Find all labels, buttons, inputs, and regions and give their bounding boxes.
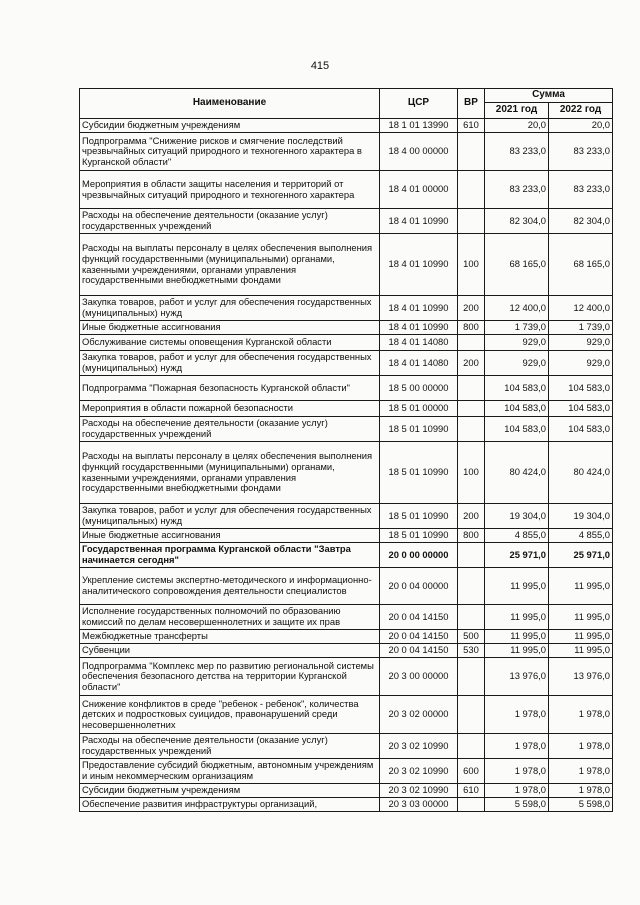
row-sum-2021-cell: 25 971,0: [485, 543, 549, 568]
row-csr-cell: 18 4 01 10990: [380, 321, 458, 335]
table-row: [80, 296, 613, 321]
row-csr-cell: 20 0 04 14150: [380, 605, 458, 630]
row-csr-cell: 20 3 02 10990: [380, 784, 458, 798]
row-sum-2022-cell: 1 978,0: [549, 734, 613, 759]
row-sum-2021-cell: 12 400,0: [485, 296, 549, 321]
budget-table: [79, 88, 613, 812]
table-row: [80, 209, 613, 234]
row-sum-2021-cell: 83 233,0: [485, 171, 549, 209]
row-vr-cell: 610: [458, 119, 485, 133]
row-sum-2022-cell: 929,0: [549, 335, 613, 351]
row-csr-cell: 20 3 02 10990: [380, 759, 458, 784]
row-sum-2022-cell: 1 739,0: [549, 321, 613, 335]
row-sum-2022-cell: 82 304,0: [549, 209, 613, 234]
row-csr-cell: 18 4 01 10990: [380, 296, 458, 321]
row-vr-cell: [458, 658, 485, 696]
row-name-cell: Расходы на выплаты персоналу в целях обеспечения выполнения функций государственными (муниципальными) органами, казенными учреждениями, органами управления государственными внебюджетными фондами: [80, 442, 380, 504]
row-sum-2022-cell: 11 995,0: [549, 605, 613, 630]
row-name-cell: Исполнение государственных полномочий по образованию комиссий по делам несовершеннолетних и защите их прав: [80, 605, 380, 630]
row-csr-cell: 20 3 00 00000: [380, 658, 458, 696]
row-vr-cell: [458, 696, 485, 734]
row-vr-cell: [458, 798, 485, 812]
table-row: [80, 784, 613, 798]
row-sum-2021-cell: 104 583,0: [485, 417, 549, 442]
row-csr-cell: 18 4 00 00000: [380, 133, 458, 171]
table-row: [80, 171, 613, 209]
row-sum-2022-cell: 13 976,0: [549, 658, 613, 696]
row-csr-cell: 20 0 04 00000: [380, 568, 458, 605]
row-csr-cell: 18 1 01 13990: [380, 119, 458, 133]
row-sum-2021-cell: 20,0: [485, 119, 549, 133]
table-row: [80, 734, 613, 759]
header-year-2022: 2022 год: [549, 103, 613, 119]
row-name-cell: Государственная программа Курганской области "Завтра начинается сегодня": [80, 543, 380, 568]
row-sum-2022-cell: 25 971,0: [549, 543, 613, 568]
row-vr-cell: [458, 543, 485, 568]
row-vr-cell: [458, 133, 485, 171]
row-csr-cell: 18 4 01 14080: [380, 351, 458, 376]
row-sum-2021-cell: 929,0: [485, 351, 549, 376]
table-row: [80, 504, 613, 529]
row-name-cell: Субсидии бюджетным учреждениям: [80, 784, 380, 798]
row-vr-cell: 100: [458, 442, 485, 504]
row-sum-2021-cell: 1 978,0: [485, 734, 549, 759]
table-row: [80, 321, 613, 335]
table-row: [80, 630, 613, 644]
row-name-cell: Закупка товаров, работ и услуг для обеспечения государственных (муниципальных) нужд: [80, 296, 380, 321]
row-sum-2021-cell: 11 995,0: [485, 568, 549, 605]
table-row: [80, 605, 613, 630]
row-csr-cell: 20 0 00 00000: [380, 543, 458, 568]
row-sum-2021-cell: 104 583,0: [485, 401, 549, 417]
row-csr-cell: 18 4 01 10990: [380, 234, 458, 296]
row-name-cell: Обслуживание системы оповещения Курганской области: [80, 335, 380, 351]
row-sum-2021-cell: 19 304,0: [485, 504, 549, 529]
row-sum-2022-cell: 80 424,0: [549, 442, 613, 504]
row-sum-2022-cell: 104 583,0: [549, 417, 613, 442]
row-name-cell: Мероприятия в области пожарной безопасности: [80, 401, 380, 417]
row-sum-2022-cell: 11 995,0: [549, 644, 613, 658]
row-csr-cell: 18 5 01 10990: [380, 504, 458, 529]
row-sum-2021-cell: 1 739,0: [485, 321, 549, 335]
row-sum-2021-cell: 13 976,0: [485, 658, 549, 696]
row-csr-cell: 20 0 04 14150: [380, 644, 458, 658]
table-row: [80, 335, 613, 351]
row-sum-2022-cell: 5 598,0: [549, 798, 613, 812]
row-sum-2021-cell: 1 978,0: [485, 696, 549, 734]
row-name-cell: Обеспечение развития инфраструктуры организаций,: [80, 798, 380, 812]
row-name-cell: Иные бюджетные ассигнования: [80, 529, 380, 543]
row-sum-2022-cell: 11 995,0: [549, 568, 613, 605]
row-vr-cell: [458, 605, 485, 630]
row-vr-cell: 500: [458, 630, 485, 644]
row-csr-cell: 20 0 04 14150: [380, 630, 458, 644]
row-sum-2022-cell: 4 855,0: [549, 529, 613, 543]
table-row: [80, 568, 613, 605]
row-csr-cell: 18 5 01 00000: [380, 401, 458, 417]
row-sum-2021-cell: 11 995,0: [485, 630, 549, 644]
row-csr-cell: 18 5 01 10990: [380, 417, 458, 442]
row-name-cell: Снижение конфликтов в среде "ребенок - ребенок", количества детских и подростковых суицидов, правонарушений среди несовершеннолетних: [80, 696, 380, 734]
row-csr-cell: 18 4 01 00000: [380, 171, 458, 209]
row-vr-cell: [458, 401, 485, 417]
page-number: 415: [310, 60, 330, 72]
table-row: [80, 234, 613, 296]
row-sum-2022-cell: 104 583,0: [549, 376, 613, 401]
row-sum-2021-cell: 11 995,0: [485, 605, 549, 630]
row-sum-2021-cell: 5 598,0: [485, 798, 549, 812]
row-vr-cell: 200: [458, 296, 485, 321]
table-row: [80, 543, 613, 568]
table-row: [80, 133, 613, 171]
row-name-cell: Расходы на выплаты персоналу в целях обеспечения выполнения функций государственными (муниципальными) органами, казенными учреждениями, органами управления государственными внебюджетными фондами: [80, 234, 380, 296]
row-sum-2021-cell: 4 855,0: [485, 529, 549, 543]
row-sum-2021-cell: 83 233,0: [485, 133, 549, 171]
row-name-cell: Предоставление субсидий бюджетным, автономным учреждениям и иным некоммерческим организациям: [80, 759, 380, 784]
header-vr: ВР: [458, 89, 485, 119]
row-name-cell: Укрепление системы экспертно-методического и информационно-аналитического сопровождения деятельности специалистов: [80, 568, 380, 605]
row-vr-cell: 200: [458, 351, 485, 376]
row-vr-cell: 800: [458, 321, 485, 335]
table-row: [80, 376, 613, 401]
row-sum-2021-cell: 11 995,0: [485, 644, 549, 658]
row-vr-cell: [458, 335, 485, 351]
row-name-cell: Подпрограмма "Комплекс мер по развитию региональной системы обеспечения безопасного детства на территории Курганской области": [80, 658, 380, 696]
table-row: [80, 658, 613, 696]
table-row: [80, 644, 613, 658]
row-sum-2022-cell: 1 978,0: [549, 696, 613, 734]
row-name-cell: Подпрограмма "Пожарная безопасность Курганской области": [80, 376, 380, 401]
row-csr-cell: 20 3 02 00000: [380, 696, 458, 734]
table-row: [80, 417, 613, 442]
table-row: [80, 401, 613, 417]
row-name-cell: Мероприятия в области защиты населения и территорий от чрезвычайных ситуаций природного и техногенного характера: [80, 171, 380, 209]
row-vr-cell: 600: [458, 759, 485, 784]
row-sum-2021-cell: 104 583,0: [485, 376, 549, 401]
header-csr: ЦСР: [380, 89, 458, 119]
row-csr-cell: 18 5 00 00000: [380, 376, 458, 401]
row-sum-2022-cell: 1 978,0: [549, 759, 613, 784]
table-row: [80, 119, 613, 133]
row-vr-cell: 100: [458, 234, 485, 296]
row-name-cell: Закупка товаров, работ и услуг для обеспечения государственных (муниципальных) нужд: [80, 351, 380, 376]
table-row: [80, 759, 613, 784]
row-name-cell: Субсидии бюджетным учреждениям: [80, 119, 380, 133]
row-vr-cell: [458, 376, 485, 401]
row-csr-cell: 18 4 01 14080: [380, 335, 458, 351]
row-name-cell: Межбюджетные трансферты: [80, 630, 380, 644]
row-sum-2022-cell: 83 233,0: [549, 133, 613, 171]
header-name: Наименование: [80, 89, 380, 119]
row-sum-2021-cell: 1 978,0: [485, 784, 549, 798]
row-sum-2021-cell: 68 165,0: [485, 234, 549, 296]
row-csr-cell: 18 4 01 10990: [380, 209, 458, 234]
table-row: [80, 529, 613, 543]
row-vr-cell: [458, 734, 485, 759]
row-vr-cell: 800: [458, 529, 485, 543]
row-vr-cell: [458, 171, 485, 209]
row-sum-2022-cell: 12 400,0: [549, 296, 613, 321]
row-name-cell: Подпрограмма "Снижение рисков и смягчение последствий чрезвычайных ситуаций природного и техногенного характера в Курганской области": [80, 133, 380, 171]
header-year-2021: 2021 год: [485, 103, 549, 119]
row-csr-cell: 18 5 01 10990: [380, 442, 458, 504]
row-sum-2021-cell: 82 304,0: [485, 209, 549, 234]
row-sum-2022-cell: 83 233,0: [549, 171, 613, 209]
row-csr-cell: 20 3 03 00000: [380, 798, 458, 812]
row-name-cell: Субвенции: [80, 644, 380, 658]
row-sum-2022-cell: 19 304,0: [549, 504, 613, 529]
row-sum-2022-cell: 104 583,0: [549, 401, 613, 417]
row-sum-2022-cell: 929,0: [549, 351, 613, 376]
row-vr-cell: [458, 209, 485, 234]
row-csr-cell: 20 3 02 10990: [380, 734, 458, 759]
row-sum-2021-cell: 80 424,0: [485, 442, 549, 504]
row-csr-cell: 18 5 01 10990: [380, 529, 458, 543]
row-name-cell: Расходы на обеспечение деятельности (оказание услуг) государственных учреждений: [80, 209, 380, 234]
row-sum-2022-cell: 1 978,0: [549, 784, 613, 798]
row-vr-cell: [458, 568, 485, 605]
row-name-cell: Расходы на обеспечение деятельности (оказание услуг) государственных учреждений: [80, 417, 380, 442]
table-row: [80, 351, 613, 376]
row-vr-cell: [458, 417, 485, 442]
table-body: [80, 119, 613, 812]
row-name-cell: Расходы на обеспечение деятельности (оказание услуг) государственных учреждений: [80, 734, 380, 759]
row-sum-2022-cell: 68 165,0: [549, 234, 613, 296]
table-row: [80, 442, 613, 504]
row-vr-cell: 200: [458, 504, 485, 529]
row-sum-2022-cell: 20,0: [549, 119, 613, 133]
row-vr-cell: 530: [458, 644, 485, 658]
row-sum-2021-cell: 1 978,0: [485, 759, 549, 784]
row-sum-2022-cell: 11 995,0: [549, 630, 613, 644]
row-name-cell: Закупка товаров, работ и услуг для обеспечения государственных (муниципальных) нужд: [80, 504, 380, 529]
table-row: [80, 696, 613, 734]
header-sum: Сумма: [485, 89, 613, 103]
row-vr-cell: 610: [458, 784, 485, 798]
row-name-cell: Иные бюджетные ассигнования: [80, 321, 380, 335]
row-sum-2021-cell: 929,0: [485, 335, 549, 351]
table-row: [80, 798, 613, 812]
